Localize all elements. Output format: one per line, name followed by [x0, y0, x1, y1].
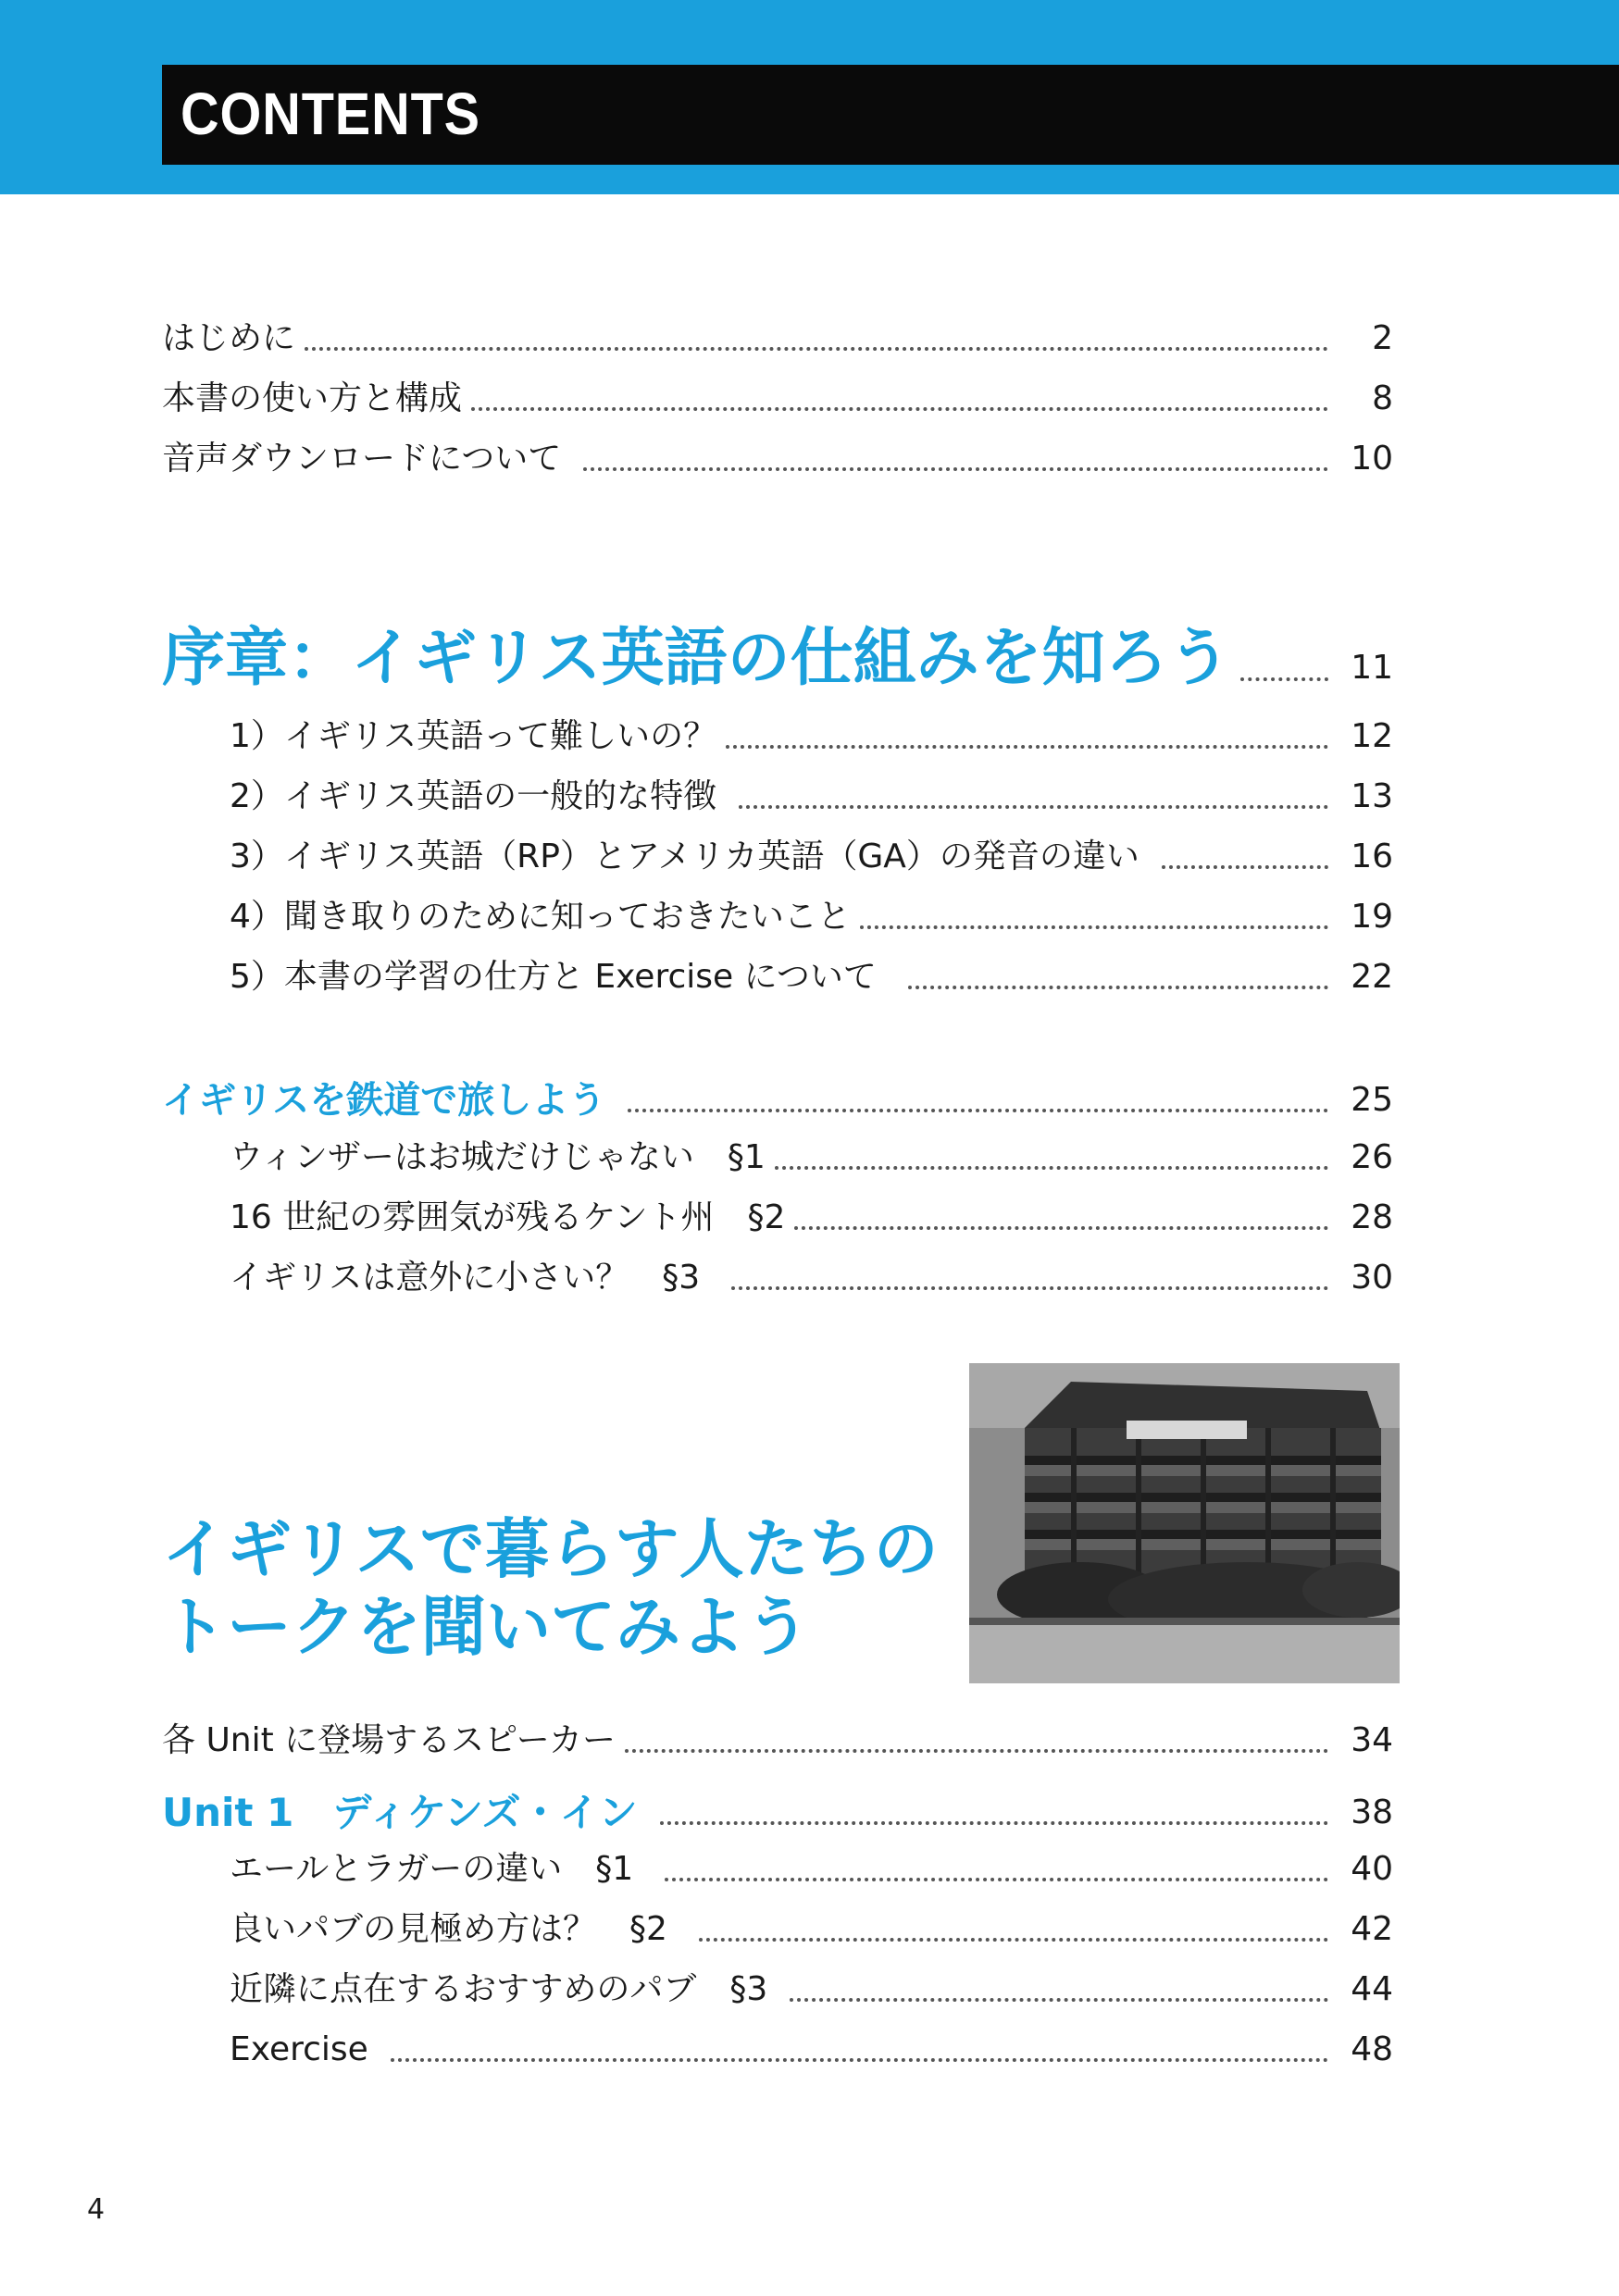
toc-label: 本書の使い方と構成: [162, 379, 463, 417]
leader-dots: [660, 1821, 1328, 1825]
leader-dots: [790, 1998, 1328, 2002]
toc-page: 28: [1351, 1198, 1393, 1236]
toc-row-speakers[interactable]: [0, 1719, 1393, 1763]
toc-row-intro-5[interactable]: [0, 955, 1393, 999]
toc-row-how-to-use[interactable]: [0, 377, 1393, 421]
toc-row-intro-3[interactable]: [0, 835, 1393, 879]
toc-page: 2: [1372, 319, 1393, 357]
toc-label: 良いパブの見極め方は？ §2: [230, 1910, 667, 1948]
toc-label: Exercise: [230, 2030, 368, 2068]
leader-dots: [860, 925, 1328, 929]
toc-row-intro-1[interactable]: [0, 714, 1393, 759]
toc-page: 10: [1351, 440, 1393, 478]
toc-label: イギリスは意外に小さい？ §3: [230, 1259, 701, 1297]
toc-row-rail-3[interactable]: [0, 1256, 1393, 1300]
toc-page: 44: [1351, 1970, 1393, 2008]
toc-row-unit1[interactable]: [0, 1791, 1393, 1835]
chapter-heading: 序章：イギリス英語の仕組みを知ろう: [162, 622, 1231, 695]
toc-page: 30: [1351, 1259, 1393, 1297]
toc-label: エールとラガーの違い §1: [230, 1850, 634, 1888]
toc-row-rail-2[interactable]: [0, 1196, 1393, 1240]
part-heading-line2: トークを聞いてみよう: [162, 1589, 810, 1665]
leader-dots: [908, 986, 1328, 989]
leader-dots: [739, 805, 1328, 809]
toc-label: 4）聞き取りのために知っておきたいこと: [230, 898, 851, 936]
toc-row-intro-2[interactable]: [0, 775, 1393, 819]
toc-row-intro-4[interactable]: [0, 895, 1393, 939]
toc-page: 8: [1372, 379, 1393, 417]
title-bar: [162, 65, 1619, 165]
pub-photo-illustration: [969, 1363, 1400, 1683]
toc-row-unit1-2[interactable]: [0, 1907, 1393, 1952]
toc-label: 近隣に点在するおすすめのパブ §3: [230, 1970, 768, 2008]
leader-dots: [1162, 865, 1328, 869]
toc-row-unit1-exercise[interactable]: [0, 2028, 1393, 2072]
toc-page: 48: [1351, 2030, 1393, 2068]
toc-label: 5）本書の学習の仕方と Exercise について: [230, 958, 877, 996]
page-title: CONTENTS: [181, 81, 480, 147]
toc-label: ウィンザーはお城だけじゃない §1: [230, 1138, 766, 1176]
toc-page: 19: [1351, 898, 1393, 936]
leader-dots: [1240, 677, 1328, 681]
toc-page: 11: [1351, 649, 1393, 687]
toc-page: 42: [1351, 1910, 1393, 1948]
part-heading: [162, 1510, 939, 1666]
toc-page: 40: [1351, 1850, 1393, 1888]
toc-page: 13: [1351, 777, 1393, 815]
toc-page: 26: [1351, 1138, 1393, 1176]
toc-label: 3）イギリス英語（RP）とアメリカ英語（GA）の発音の違い: [230, 838, 1140, 875]
leader-dots: [794, 1226, 1328, 1230]
toc-label: 音声ダウンロードについて: [162, 440, 562, 478]
leader-dots: [305, 347, 1328, 351]
leader-dots: [583, 467, 1328, 471]
toc-label: 16 世紀の雰囲気が残るケント州 §2: [230, 1198, 786, 1236]
toc-page: 12: [1351, 717, 1393, 755]
toc-page: 25: [1351, 1081, 1393, 1119]
leader-dots: [699, 1938, 1328, 1942]
toc-label: 2）イギリス英語の一般的な特徴: [230, 777, 717, 815]
leader-dots: [775, 1166, 1328, 1170]
section-heading: イギリスを鉄道で旅しよう: [162, 1079, 606, 1122]
toc-page: 16: [1351, 838, 1393, 875]
toc-label: はじめに: [162, 319, 296, 357]
toc-row-rail-1[interactable]: [0, 1136, 1393, 1180]
leader-dots: [391, 2058, 1328, 2062]
toc-row-hajimeni[interactable]: [0, 316, 1393, 361]
leader-dots: [625, 1749, 1328, 1753]
leader-dots: [628, 1109, 1328, 1112]
toc-page: 34: [1351, 1721, 1393, 1759]
leader-dots: [471, 407, 1328, 411]
part-heading-line1: イギリスで暮らす人たちの: [162, 1511, 939, 1587]
unit-heading: Unit 1 ディケンズ・イン: [162, 1790, 638, 1835]
toc-label: 1）イギリス英語って難しいの？: [230, 717, 717, 755]
toc-row-unit1-3[interactable]: [0, 1967, 1393, 2012]
page-number: 4: [87, 2193, 106, 2226]
leader-dots: [726, 745, 1328, 749]
toc-label: 各 Unit に登場するスピーカー: [162, 1721, 616, 1759]
leader-dots: [665, 1878, 1328, 1881]
toc-row-rail-section[interactable]: [0, 1078, 1393, 1123]
pub-photo: [969, 1363, 1400, 1683]
toc-row-intro-chapter[interactable]: [0, 622, 1393, 696]
toc-row-unit1-1[interactable]: [0, 1847, 1393, 1892]
toc-page: 22: [1351, 958, 1393, 996]
toc-row-audio-download[interactable]: [0, 437, 1393, 481]
toc-page: 38: [1351, 1793, 1393, 1831]
leader-dots: [731, 1286, 1328, 1290]
